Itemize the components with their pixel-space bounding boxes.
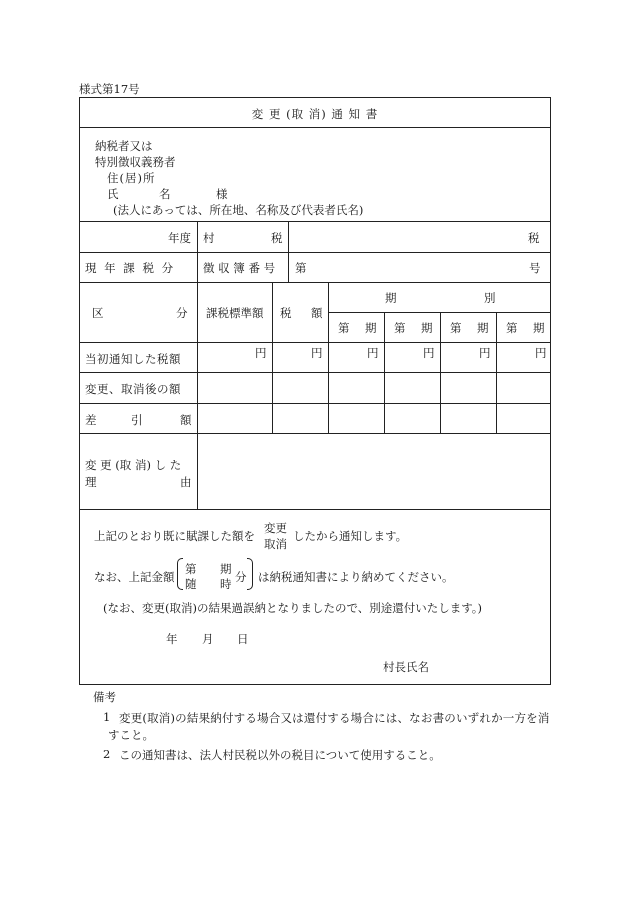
divider-row2 xyxy=(79,403,551,404)
yen-period2: 円 xyxy=(423,346,435,360)
ledger-label: 徴 収 簿 番 号 xyxy=(203,261,276,275)
note1-line2: すこと。 xyxy=(108,728,154,742)
taxpayer-line1: 納税者又は xyxy=(95,139,153,153)
note1-number: 1 xyxy=(103,710,111,724)
form-title: 変 更 (取 消) 通 知 書 xyxy=(251,107,379,121)
village-label: 村 xyxy=(203,231,215,245)
statement-line1-suffix: したから通知します。 xyxy=(293,529,408,543)
right-brace xyxy=(247,558,253,590)
divider-current xyxy=(79,282,551,283)
period-header-ki: 期 xyxy=(385,291,397,305)
brace-dai: 第 xyxy=(185,562,197,576)
brace-bun: 分 xyxy=(235,570,247,584)
col-divider-p2 xyxy=(440,312,441,433)
corporate-note: (法人にあっては、所在地、名称及び代表者氏名) xyxy=(113,203,364,217)
kubun-left: 区 xyxy=(92,306,104,320)
yen-period3: 円 xyxy=(479,346,491,360)
col-divider-p1 xyxy=(384,312,385,433)
current-label: 現 年 課 税 分 xyxy=(85,261,176,275)
tax-header-gaku: 額 xyxy=(311,306,323,320)
option-change: 変更 xyxy=(264,521,287,535)
col-divider-p3 xyxy=(496,312,497,433)
reason-line2-left: 理 xyxy=(85,475,97,489)
period4-dai: 第 xyxy=(506,321,518,335)
divider-row3 xyxy=(79,433,551,434)
period3-dai: 第 xyxy=(450,321,462,335)
statement-line3: (なお、変更(取消)の結果過誤納となりましたので、別途還付いたします。) xyxy=(103,601,483,615)
standard-header: 課税標準額 xyxy=(206,306,264,320)
divider-title xyxy=(79,127,551,128)
period4-ki: 期 xyxy=(533,321,545,335)
brace-zui: 随 xyxy=(185,577,197,591)
village-tax-label: 税 xyxy=(271,231,283,245)
taxpayer-line2: 特別徴収義務者 xyxy=(95,155,176,169)
statement-line2-suffix: は納税通知書により納めてください。 xyxy=(258,570,454,584)
divider-year xyxy=(79,252,551,253)
note2-number: 2 xyxy=(103,747,111,761)
yen-standard: 円 xyxy=(255,346,267,360)
ledger-gou: 号 xyxy=(529,261,541,275)
date-year: 年 xyxy=(166,632,178,646)
statement-line1-prefix: 上記のとおり既に賦課した額を xyxy=(94,529,255,543)
row-after-label: 変更、取消後の額 xyxy=(85,382,181,396)
yen-period4: 円 xyxy=(535,346,547,360)
option-cancel: 取消 xyxy=(264,537,287,551)
col-divider-standard xyxy=(272,282,273,433)
honorific: 様 xyxy=(216,187,228,201)
reason-line1: 変 更 (取 消) し た xyxy=(85,458,182,472)
form-number: 様式第17号 xyxy=(79,82,140,96)
ledger-dai: 第 xyxy=(295,261,307,275)
col-divider-village xyxy=(288,221,289,282)
period1-dai: 第 xyxy=(338,321,350,335)
col-divider-label xyxy=(197,221,198,509)
name-label: 氏 xyxy=(107,187,119,201)
period-header-betsu: 別 xyxy=(484,291,496,305)
mayor-name-label: 村長氏名 xyxy=(383,660,429,674)
divider-reason xyxy=(79,509,551,510)
date-month: 月 xyxy=(202,632,214,646)
name-label-2: 名 xyxy=(159,187,171,201)
kubun-right: 分 xyxy=(176,306,188,320)
brace-ji: 時 xyxy=(220,577,232,591)
row-initial-label: 当初通知した税額 xyxy=(85,352,181,366)
col-divider-tax xyxy=(328,282,329,433)
yen-tax: 円 xyxy=(311,346,323,360)
date-day: 日 xyxy=(237,632,249,646)
reason-line2-right: 由 xyxy=(180,475,192,489)
left-brace xyxy=(177,558,183,590)
period1-ki: 期 xyxy=(365,321,377,335)
period2-dai: 第 xyxy=(394,321,406,335)
period2-ki: 期 xyxy=(421,321,433,335)
yen-period1: 円 xyxy=(367,346,379,360)
tax-right-label: 税 xyxy=(528,231,540,245)
brace-ki: 期 xyxy=(220,562,232,576)
period3-ki: 期 xyxy=(477,321,489,335)
row-diff-1: 差 xyxy=(85,413,97,427)
tax-header-zei: 税 xyxy=(280,306,292,320)
note2-text: この通知書は、法人村民税以外の税目について使用すること。 xyxy=(119,748,441,762)
divider-row1 xyxy=(79,372,551,373)
row-diff-3: 額 xyxy=(180,413,192,427)
remarks-heading: 備考 xyxy=(93,690,116,704)
divider-header xyxy=(79,342,551,343)
note1-line1: 変更(取消)の結果納付する場合又は還付する場合には、なお書のいずれか一方を消 xyxy=(119,711,550,725)
divider-taxpayer xyxy=(79,221,551,222)
address-label: 住(居)所 xyxy=(107,171,156,185)
row-diff-2: 引 xyxy=(131,413,143,427)
statement-line2-prefix: なお、上記金額 xyxy=(94,570,175,584)
nendo-label: 年度 xyxy=(168,231,191,245)
